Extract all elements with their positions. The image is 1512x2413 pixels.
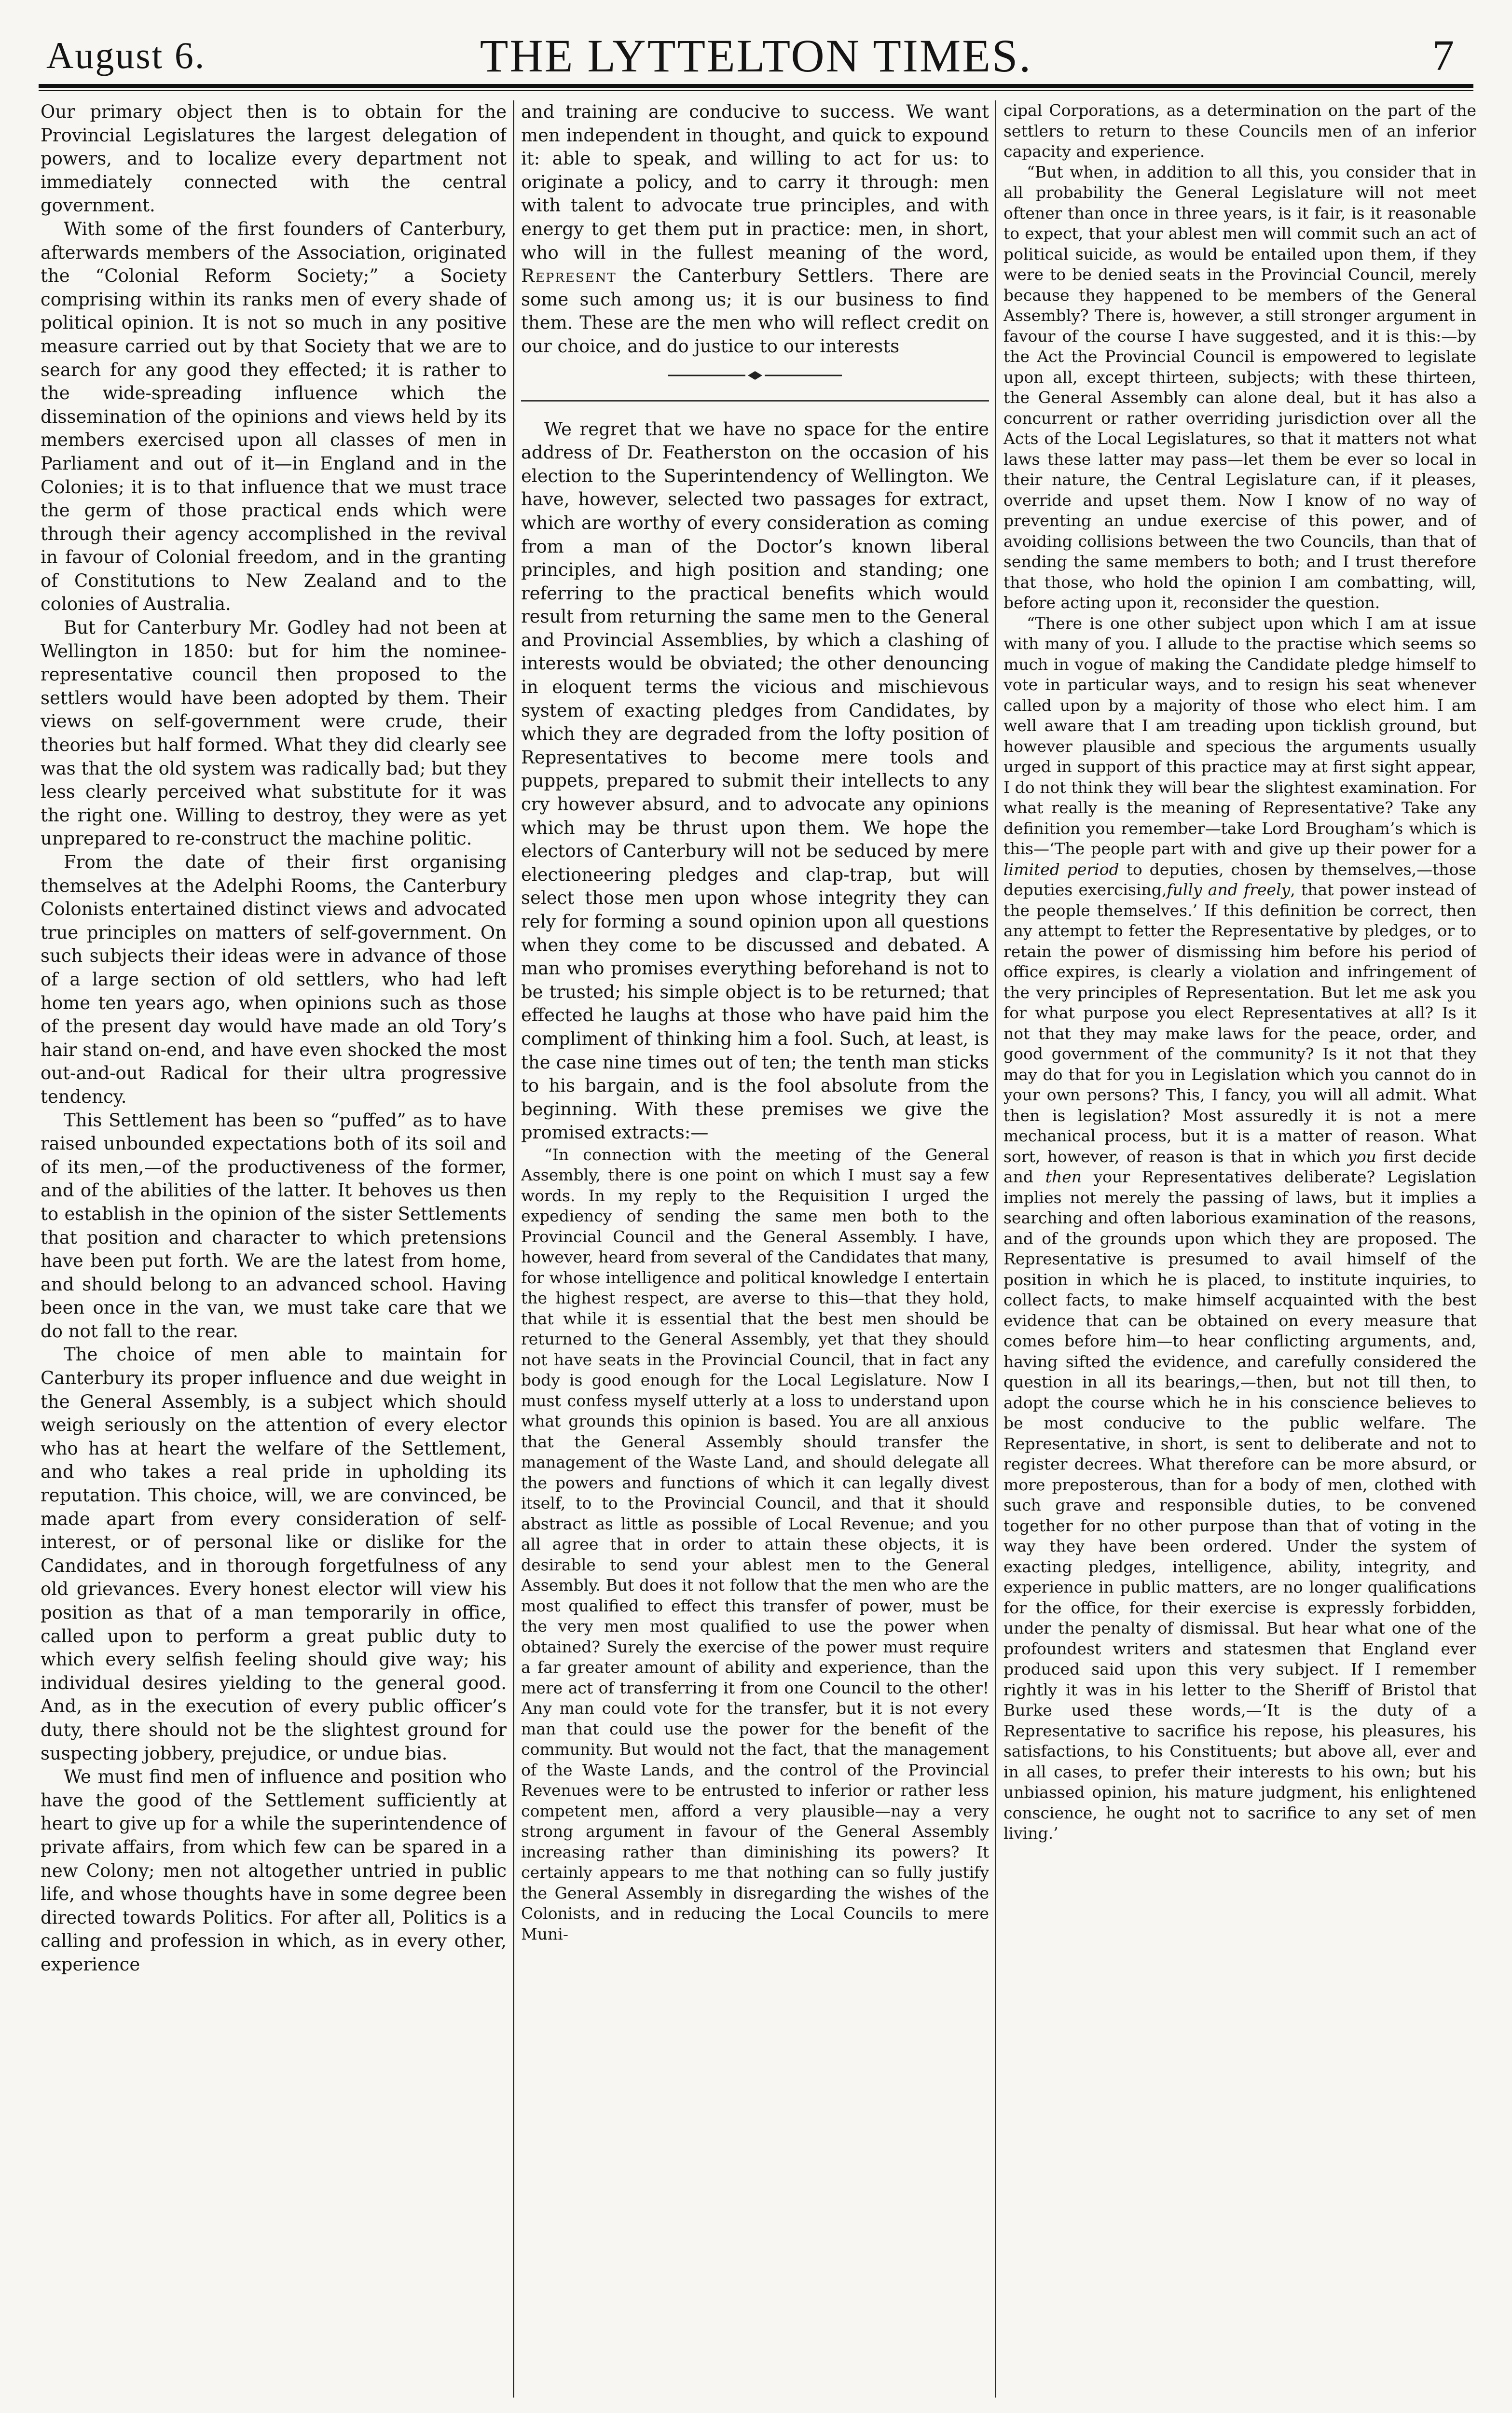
masthead: [39, 14, 1473, 82]
paragraph: This Settlement has been so “puffed” as to have raised unbounded expectations both of its soil and of its men,—of the productiveness of the former, and of the abilities of the latter. It behoves us then to establish in the opinion of the sister Settlements that position and character to which pretensions have been put forth. We are the latest from home, and should belong to an advanced school. Having been once in the van, we must take care that we do not fall to the rear.: [41, 1109, 507, 1342]
column-rule: [995, 100, 996, 2398]
newspaper-title: THE LYTTELTON TIMES.: [480, 30, 1032, 82]
text-run: your Representatives deliberate? Legislation implies not merely the passing of laws, but it implies a searching and often laborious examination of the reasons, and of the grounds upon which they are proposed. The Representative is presumed to avail himself of the position in which he is placed, to institute inquiries, to collect facts, to make himself acquainted with the best evidence that can be obtained on every measure that comes before him—to hear conflicting arguments, and, having sifted the evidence, and carefully considered the question in all its bearings,—then, but not till then, to adopt the course which he in his conscience believes to be most conducive to the public welfare. The Representative, in short, is sent to deliberate and not to register decrees. What therefore can be more absurd, or more preposterous, than for a body of men, clothed with such grave and responsible duties, to be convened together for no other purpose than that of voting in the way they have been ordered. Under the system of exacting pledges, intelligence, ability, integrity, and experience in public matters, are no longer qualifications for the office, for their exercise is expressly forbidden, under the penalty of dismissal. But hear what one of the profoundest writers and statesmen that England ever produced said upon this very subject. If I remember rightly it was in his letter to the Sheriff of Bristol that Burke used these words,—‘It is the duty of a Representative to sacrifice his repose, his pleasures, his satisfactions, to his Constituents; but above all, ever and in all cases, to prefer their interests to his own; but his unbiassed opinion, his mature judgment, his enlightened conscience, he ought not to sacrifice to any set of men living.’: [1003, 1167, 1476, 1843]
paragraph: We must find men of influence and position who have the good of the Settlement sufficiently at heart to give up for a while the superintendence of private affairs, from which few can be spared in a new Colony; men not altogether untried in public life, and whose thoughts have in some degree been directed towards Politics. For after all, Politics is a calling and profession in which, as in every other, experience: [41, 1766, 507, 1975]
masthead-rule-thin: [39, 90, 1473, 91]
page-number: 7: [1432, 32, 1454, 80]
quoted-extract: [1003, 613, 1476, 1844]
paragraph: With some of the first founders of Canterbury, afterwards members of the Association, originated the “Colonial Reform Society;” a Society comprising within its ranks men of every shade of political opinion. It is not so much in any positive measure carried out by that Society that we are to search for any good they effected; it is rather to the wide-spreading influence which the dissemination of the opinions and views held by its members exercised upon all classes of men in Parliament and out of it—in England and in the Colonies; it is to that influence that we must trace the germ of those practical ends which were through their agency accomplished in the revival in favour of Colonial freedom, and in the granting of Constitutions to New Zealand and to the colonies of Australia.: [41, 218, 507, 615]
quoted-extract: “But when, in addition to all this, you consider that in all probability the General Legislature will not meet oftener than once in three years, is it fair, is it reasonable to expect, that your ablest men will commit such an act of political suicide, as would be entailed upon them, if they were to be denied seats in the Provincial Council, merely because they happened to be members of the General Assembly? There is, however, a still stronger argument in favour of the course I have suggested, and it is this:—by the Act the Provincial Council is empowered to legislate upon all, except thirteen, subjects; with these thirteen, the General Assembly can alone deal, but it has also a concurrent or rather overriding jurisdiction over all the Acts of the Local Legislatures, so that it matters not what laws these latter may pass—let them be ever so local in their nature, the Central Legislature can, if it pleases, override and upset them. Now I know of no way of preventing an undue exercise of this power, and of avoiding collisions between the two Councils, than that of sending the same members to both; and I trust therefore that those, who hold the opinion I am combatting, will, before acting upon it, reconsider the question.: [1003, 162, 1476, 612]
paragraph: The choice of men able to maintain for Canterbury its proper influence and due weight in the General Assembly, is a subject which should weigh seriously on the attention of every elector who has at heart the welfare of the Settlement, and who takes a real pride in upholding its reputation. This choice, will, we are convinced, be made apart from every consideration of self-interest, or of personal like or dislike for the Candidates, and in thorough forgetfulness of any old grievances. Every honest elector will view his position as that of a man temporarily in office, called upon to perform a great public duty to which every selfish feeling should give way; his individual desires yielding to the general good. And, as in the execution of every public officer’s duty, there should not be the slightest ground for suspecting jobbery, prejudice, or undue bias.: [41, 1344, 507, 1764]
column-2: [521, 100, 989, 2398]
paragraph: [521, 100, 989, 359]
emphasis-italic: you: [1347, 1147, 1376, 1166]
masthead-rule-thick: [39, 84, 1473, 88]
paragraph: We regret that we have no space for the entire address of Dr. Featherston on the occasion of his election to the Superintendency of Wellington. We have, however, selected two passages for extract, which are worthy of every consideration as coming from a man of the Doctor’s known liberal principles, and high position and standing; one referring to the practical benefits which would result from returning the same men to the General and Provincial Assemblies, by which a clashing of interests would be obviated; the other denouncing in eloquent terms the vicious and mischievous system of exacting pledges from Candidates, by which they are degraded from the lofty position of Representatives to become mere tools and puppets, prepared to submit their intellects to any cry however absurd, and to advocate any opinions which may be thrust upon them. We hope the electors of Canterbury will not be seduced by mere electioneering pledges and clap-trap, but will select those men upon whose integrity they can rely for forming a sound opinion upon all questions when they come to be discussed and debated. A man who promises everything beforehand is not to be trusted; his simple object is to be returned; that effected he laughs at those who have paid him the compliment of thinking him a fool. Such, at least, is the case nine times out of ten; the tenth man sticks to his bargain, and is the fool absolute from the beginning. With these premises we give the promised extracts:—: [521, 418, 989, 1143]
column-1: [41, 100, 507, 2398]
emphasis-italic: then: [1045, 1167, 1082, 1186]
column-3: [1003, 100, 1476, 2398]
text-run: first decide and: [1003, 1147, 1476, 1186]
text-run: “There is one other subject upon which I am at issue with many of you. I allude to the practise which seems so much in vogue of making the Candidate pledge himself to vote in particular ways, and to resign his seat whenever called upon by a majority of those who elect him. I am well aware that I am treading upon ticklish ground, but however plausible and specious the arguments usually urged in support of this practice may at first sight appear, I do not think they will bear the slightest examination. For what really is the meaning of Representative? Take any definition you remember—take Lord Brougham’s which is this—‘The people part with and give up their power for a: [1003, 613, 1476, 858]
section-separator: [521, 400, 989, 402]
text-run: , that power instead of the people themselves.’ If this definition be correct, then any attempt to fetter the Representative by pledges, or to retain the power of dismissing him before his period of office expires, is clearly a violation and infringement of the very principles of Representation. But let me ask you for what purpose you elect Representatives at all? Is it not that they may make laws for the peace, order, and good government of the community? Is it not that they may do that for you in Legislation which you cannot do in your own persons? This, I fancy, you will all admit. What then is legislation? Most assuredly it is not a mere mechanical process, but it is a matter of reason. What sort, however, of reason is that in which: [1003, 880, 1476, 1166]
text-run: and training are conducive to success. We want men independent in thought, and quick to expound it: able to speak, and willing to act for us: to originate a policy, and to carry it through: men with talent to advocate true principles, and with energy to get them put in practice: men, in short, who will in the fullest meaning of the word,: [521, 101, 989, 263]
text-run: the Canterbury Settlers. There are some such among us; it is our business to find them. These are the men who will reflect credit on our choice, and do justice to our interests: [521, 265, 989, 357]
paragraph: But for Canterbury Mr. Godley had not been at Wellington in 1850: but for him the nominee-representative council then proposed to the settlers would have been adopted by them. Their views on self-government were crude, their theories but half formed. What they did clearly see was that the old system was radically bad; but they less clearly perceived what substitute for it was the right one. Willing to destroy, they were as yet unprepared to re-construct the machine politic.: [41, 617, 507, 849]
issue-date: August 6.: [46, 34, 206, 76]
quoted-extract: cipal Corporations, as a determination on the part of the settlers to return to these Councils men of an inferior capacity and experience.: [1003, 101, 1476, 161]
paragraph: Our primary object then is to obtain for the Provincial Legislatures the largest delegation of powers, and to localize every department not immediately connected with the central government.: [41, 101, 507, 216]
column-rule: [513, 100, 514, 2398]
emphasis-italic: limited period: [1003, 860, 1119, 879]
emphasis-small-caps: Represent: [521, 265, 617, 287]
text-run: to deputies, chosen by themselves,—those deputies exercising,: [1003, 860, 1476, 899]
paragraph: From the date of their first organising themselves at the Adelphi Rooms, the Canterbury Colonists entertained distinct views and advocated true principles on matters of self-government. On such subjects their ideas were in advance of those of a large section of old settlers, who had left home ten years ago, when opinions such as those of the present day would have made an old Tory’s hair stand on-end, and have even shocked the most out-and-out Radical for their ultra progressive tendency.: [41, 852, 507, 1107]
quoted-extract: “In connection with the meeting of the General Assembly, there is one point on which I must say a few words. In my reply to the Requisition I urged the expediency of sending the same men both to the Provincial Council and the General Assembly. I have, however, heard from several of the Candidates that many, for whose intelligence and political knowledge I entertain the highest respect, are averse to this—that they hold, that while it is essential that the best men should be returned to the General Assembly, yet that they should not have seats in the Provincial Council, that in fact any body is good enough for the Local Legislature. Now I must confess myself utterly at a loss to understand upon what grounds this opinion is based. You are all anxious that the General Assembly should transfer the management of the Waste Land, and should delegate all the powers and functions of which it can legally divest itself, to to the Provincial Council, and that it should abstract as little as possible of Local Revenue; and you all agree that in order to attain these objects, it is desirable to send your ablest men to the General Assembly. But does it not follow that the men who are the most qualified to effect this transfer of power, must be the very men most qualified to use the power when obtained? Surely the exercise of the power must require a far greater amount of ability and experience, than the mere act of transferring it from one Council to the other! Any man could vote for the transfer, but it is not every man that could use the power for the benefit of the community. But would not the fact, that the management of the Waste Lands, and the control of the Provincial Revenues were to be entrusted to inferior or rather less competent men, afford a very plausible—nay a very strong argument in favour of the General Assembly increasing rather than diminishing its powers? It certainly appears to me that nothing can so fully justify the General Assembly in disregarding the wishes of the Colonists, and in reducing the Local Councils to mere Muni-: [521, 1145, 989, 1943]
ornamental-divider-icon: [668, 368, 842, 383]
emphasis-italic: fully and freely: [1167, 880, 1291, 899]
